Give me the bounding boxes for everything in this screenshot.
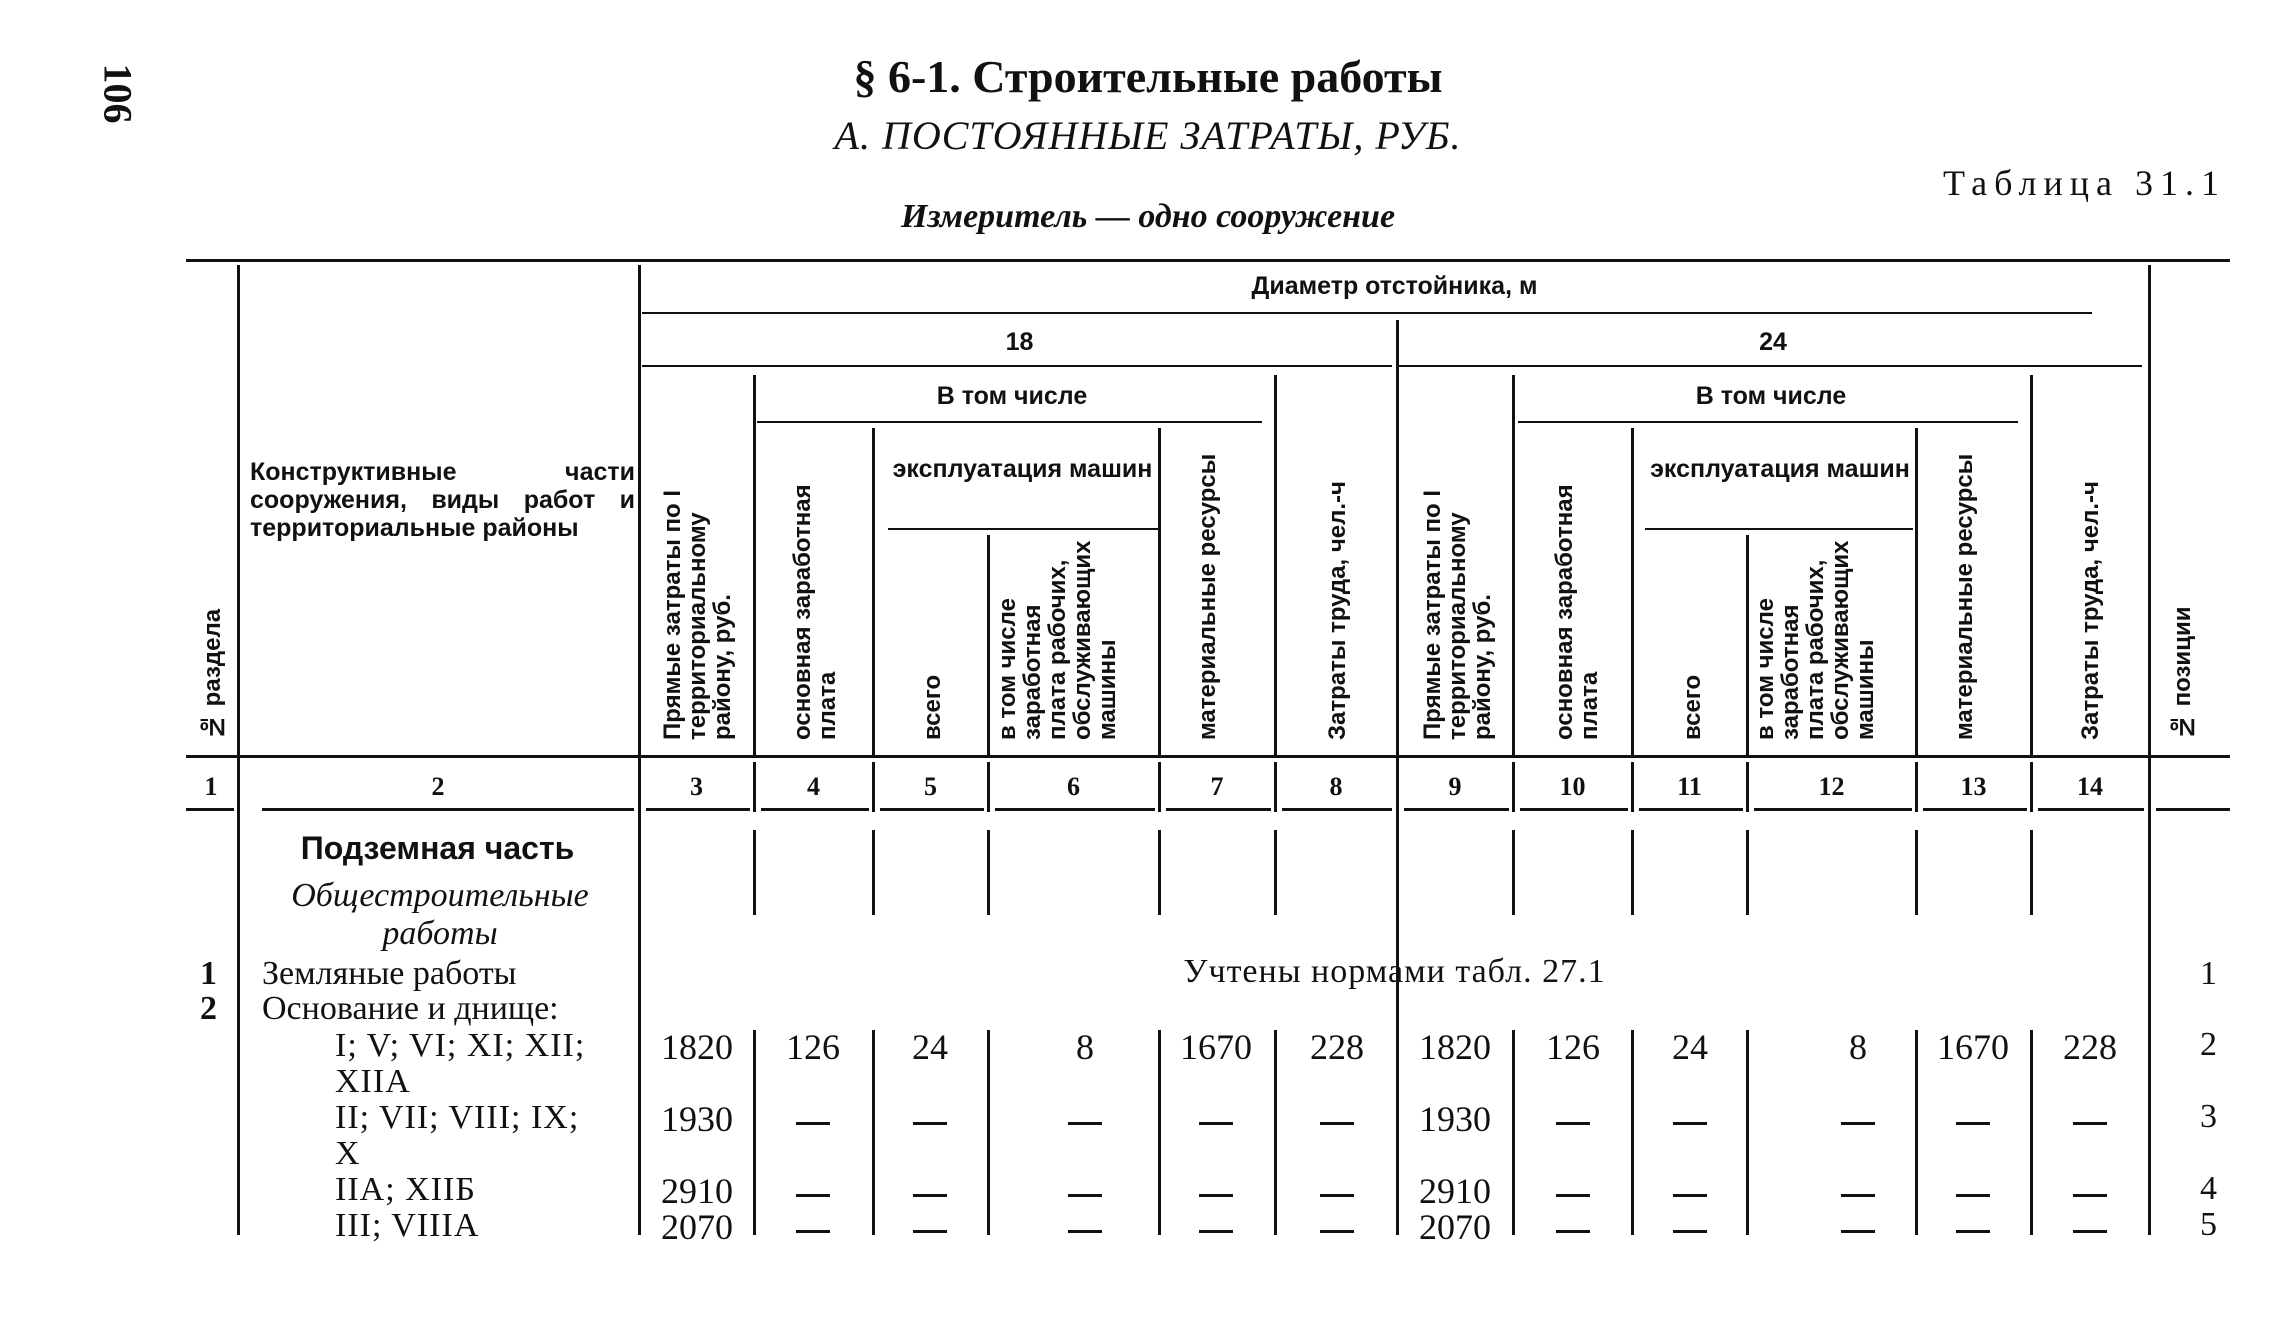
- header-direct-18: Прямые затраты по I территориальному району, руб.: [659, 490, 736, 740]
- rule: [753, 830, 756, 915]
- rule: [186, 259, 2230, 262]
- empty-value-dash: [1956, 1230, 1990, 1233]
- header-parts: Конструктивные части сооружения, виды работ и территориальные районы: [250, 458, 635, 542]
- rule: [1158, 830, 1161, 915]
- subsection-heading: Общестроительные работы: [291, 877, 589, 952]
- header-position-number: № позиции: [2169, 606, 2196, 740]
- column-number: 10: [1559, 772, 1586, 801]
- row-number: 2: [200, 990, 217, 1027]
- header-incl-24: В том числе: [1695, 382, 1847, 410]
- column-number: 9: [1448, 772, 1462, 801]
- rule: [753, 375, 756, 755]
- rule: [1915, 830, 1918, 915]
- cell-value: 2070: [1419, 1207, 1491, 1247]
- row-label: I; V; VI; XI; XII; XIIА: [335, 1027, 586, 1100]
- table-label: Таблица 31.1: [1943, 163, 2226, 203]
- rule: [2148, 265, 2151, 1235]
- header-wage-24: основная заработная плата: [1551, 484, 1603, 740]
- column-number: 7: [1210, 772, 1224, 801]
- position-number: 5: [2200, 1206, 2217, 1243]
- rule: [1631, 830, 1634, 915]
- empty-value-dash: [1199, 1122, 1233, 1125]
- header-labor-24: Затраты труда, чел.-ч: [2077, 481, 2104, 740]
- empty-value-dash: [1320, 1230, 1354, 1233]
- row-note: Учтены нормами табл. 27.1: [1183, 953, 1606, 990]
- column-number: 14: [2077, 772, 2103, 801]
- column-number: 4: [807, 772, 820, 801]
- cell-value: 126: [786, 1027, 840, 1067]
- rule: [1274, 830, 1277, 915]
- rule: [1512, 830, 1515, 915]
- rule: [1404, 808, 1509, 811]
- column-number: 8: [1329, 772, 1343, 801]
- rule: [186, 755, 2230, 758]
- measure-unit: Измеритель — одно сооружение: [900, 198, 1396, 235]
- rule: [995, 808, 1155, 811]
- section-heading: Подземная часть: [300, 830, 575, 866]
- empty-value-dash: [1068, 1194, 1102, 1197]
- empty-value-dash: [1556, 1194, 1590, 1197]
- rule: [1282, 808, 1392, 811]
- column-number: 2: [431, 772, 445, 801]
- column-number: 1: [204, 772, 218, 801]
- rule: [1754, 808, 1912, 811]
- cell-value: 2070: [661, 1207, 733, 1247]
- header-d18: 18: [1005, 328, 1034, 356]
- cell-value: 8: [1849, 1027, 1867, 1067]
- subtitle: А. ПОСТОЯННЫЕ ЗАТРАТЫ, РУБ.: [834, 113, 1462, 158]
- rule: [1274, 375, 1277, 755]
- empty-value-dash: [1673, 1194, 1707, 1197]
- cell-value: 24: [912, 1027, 948, 1067]
- rule: [880, 808, 984, 811]
- empty-value-dash: [1673, 1230, 1707, 1233]
- cell-value: 126: [1546, 1027, 1600, 1067]
- section-title: § 6-1. Строительные работы: [853, 51, 1443, 102]
- empty-value-dash: [1320, 1122, 1354, 1125]
- empty-value-dash: [1556, 1122, 1590, 1125]
- empty-value-dash: [1841, 1194, 1875, 1197]
- row-label: Земляные работы: [262, 955, 517, 992]
- page-number: 106: [95, 63, 141, 124]
- cell-value: 2910: [1419, 1171, 1491, 1211]
- header-section-number: № раздела: [199, 608, 226, 740]
- rule: [888, 528, 1158, 530]
- rule: [1520, 808, 1628, 811]
- empty-value-dash: [1841, 1122, 1875, 1125]
- header-incl-18: В том числе: [936, 382, 1088, 410]
- empty-value-dash: [796, 1194, 830, 1197]
- empty-value-dash: [913, 1230, 947, 1233]
- cell-value: 228: [1310, 1027, 1364, 1067]
- row-number: 1: [200, 955, 217, 992]
- rule: [237, 265, 240, 1235]
- empty-value-dash: [2073, 1230, 2107, 1233]
- rule: [1166, 808, 1271, 811]
- position-number: 1: [2200, 955, 2217, 992]
- header-total-18: всего: [919, 674, 946, 740]
- rule: [1645, 528, 1913, 530]
- row-label: II; VII; VIII; IX; X: [335, 1099, 580, 1172]
- rule: [642, 312, 2092, 314]
- rule: [1397, 365, 2142, 367]
- empty-value-dash: [1068, 1122, 1102, 1125]
- cell-value: 1820: [1419, 1027, 1491, 1067]
- header-diameter: Диаметр отстойника, м: [1251, 272, 1538, 300]
- header-materials-18: материальные ресурсы: [1194, 453, 1221, 740]
- position-number: 2: [2200, 1026, 2217, 1063]
- cell-value: 1820: [661, 1027, 733, 1067]
- empty-value-dash: [1673, 1122, 1707, 1125]
- header-incl-wage-18: в том числе заработная плата рабочих, обслуживающих машины: [994, 540, 1121, 740]
- column-number: 3: [690, 772, 703, 801]
- cell-value: 24: [1672, 1027, 1708, 1067]
- rule: [638, 265, 641, 1235]
- rule: [2156, 808, 2230, 811]
- cell-value: 1930: [661, 1099, 733, 1139]
- rule: [2030, 375, 2033, 755]
- cell-value: 228: [2063, 1027, 2117, 1067]
- cell-value: 1930: [1419, 1099, 1491, 1139]
- row-label: IIА; XIIБ: [335, 1171, 476, 1208]
- column-number: 11: [1677, 772, 1702, 801]
- empty-value-dash: [913, 1122, 947, 1125]
- cell-value: 8: [1076, 1027, 1094, 1067]
- rule: [262, 808, 634, 811]
- empty-value-dash: [1320, 1194, 1354, 1197]
- rule: [1923, 808, 2027, 811]
- rule: [1639, 808, 1743, 811]
- position-number: 4: [2200, 1170, 2217, 1207]
- empty-value-dash: [1199, 1194, 1233, 1197]
- empty-value-dash: [1956, 1194, 1990, 1197]
- rule: [1746, 535, 1749, 755]
- header-machines-18: эксплуатация машин: [892, 455, 1153, 483]
- position-number: 3: [2200, 1098, 2217, 1135]
- empty-value-dash: [1556, 1230, 1590, 1233]
- rule: [1512, 375, 1515, 755]
- empty-value-dash: [2073, 1194, 2107, 1197]
- rule: [872, 830, 875, 915]
- header-materials-24: материальные ресурсы: [1951, 453, 1978, 740]
- empty-value-dash: [796, 1230, 830, 1233]
- rule: [646, 808, 750, 811]
- column-number: 13: [1960, 772, 1987, 801]
- rule: [186, 808, 234, 811]
- row-label: Основание и днище:: [262, 990, 559, 1027]
- empty-value-dash: [2073, 1122, 2107, 1125]
- header-machines-24: эксплуатация машин: [1650, 455, 1910, 483]
- empty-value-dash: [1199, 1230, 1233, 1233]
- rule: [987, 830, 990, 915]
- rule: [2038, 808, 2144, 811]
- cell-value: 1670: [1180, 1027, 1252, 1067]
- rule: [1746, 830, 1749, 915]
- empty-value-dash: [1841, 1230, 1875, 1233]
- rule: [642, 365, 1392, 367]
- header-d24: 24: [1759, 328, 1787, 356]
- header-wage-18: основная заработная плата: [789, 484, 841, 740]
- rule: [761, 808, 869, 811]
- column-number: 5: [924, 772, 937, 801]
- cell-value: 1670: [1937, 1027, 2009, 1067]
- header-labor-18: Затраты труда, чел.-ч: [1324, 481, 1351, 740]
- header-direct-24: Прямые затраты по I территориальному району, руб.: [1419, 490, 1496, 740]
- empty-value-dash: [913, 1194, 947, 1197]
- rule: [1631, 428, 1634, 755]
- rule: [2030, 830, 2033, 915]
- column-number: 6: [1067, 772, 1080, 801]
- cell-value: 2910: [661, 1171, 733, 1211]
- header-total-24: всего: [1679, 674, 1706, 740]
- rule: [987, 535, 990, 755]
- empty-value-dash: [1068, 1230, 1102, 1233]
- row-label: III; VIIIА: [335, 1207, 480, 1244]
- header-incl-wage-24: в том числе заработная плата рабочих, обслуживающих машины: [1752, 540, 1879, 740]
- empty-value-dash: [796, 1122, 830, 1125]
- rule: [872, 428, 875, 755]
- column-number: 12: [1818, 772, 1845, 801]
- empty-value-dash: [1956, 1122, 1990, 1125]
